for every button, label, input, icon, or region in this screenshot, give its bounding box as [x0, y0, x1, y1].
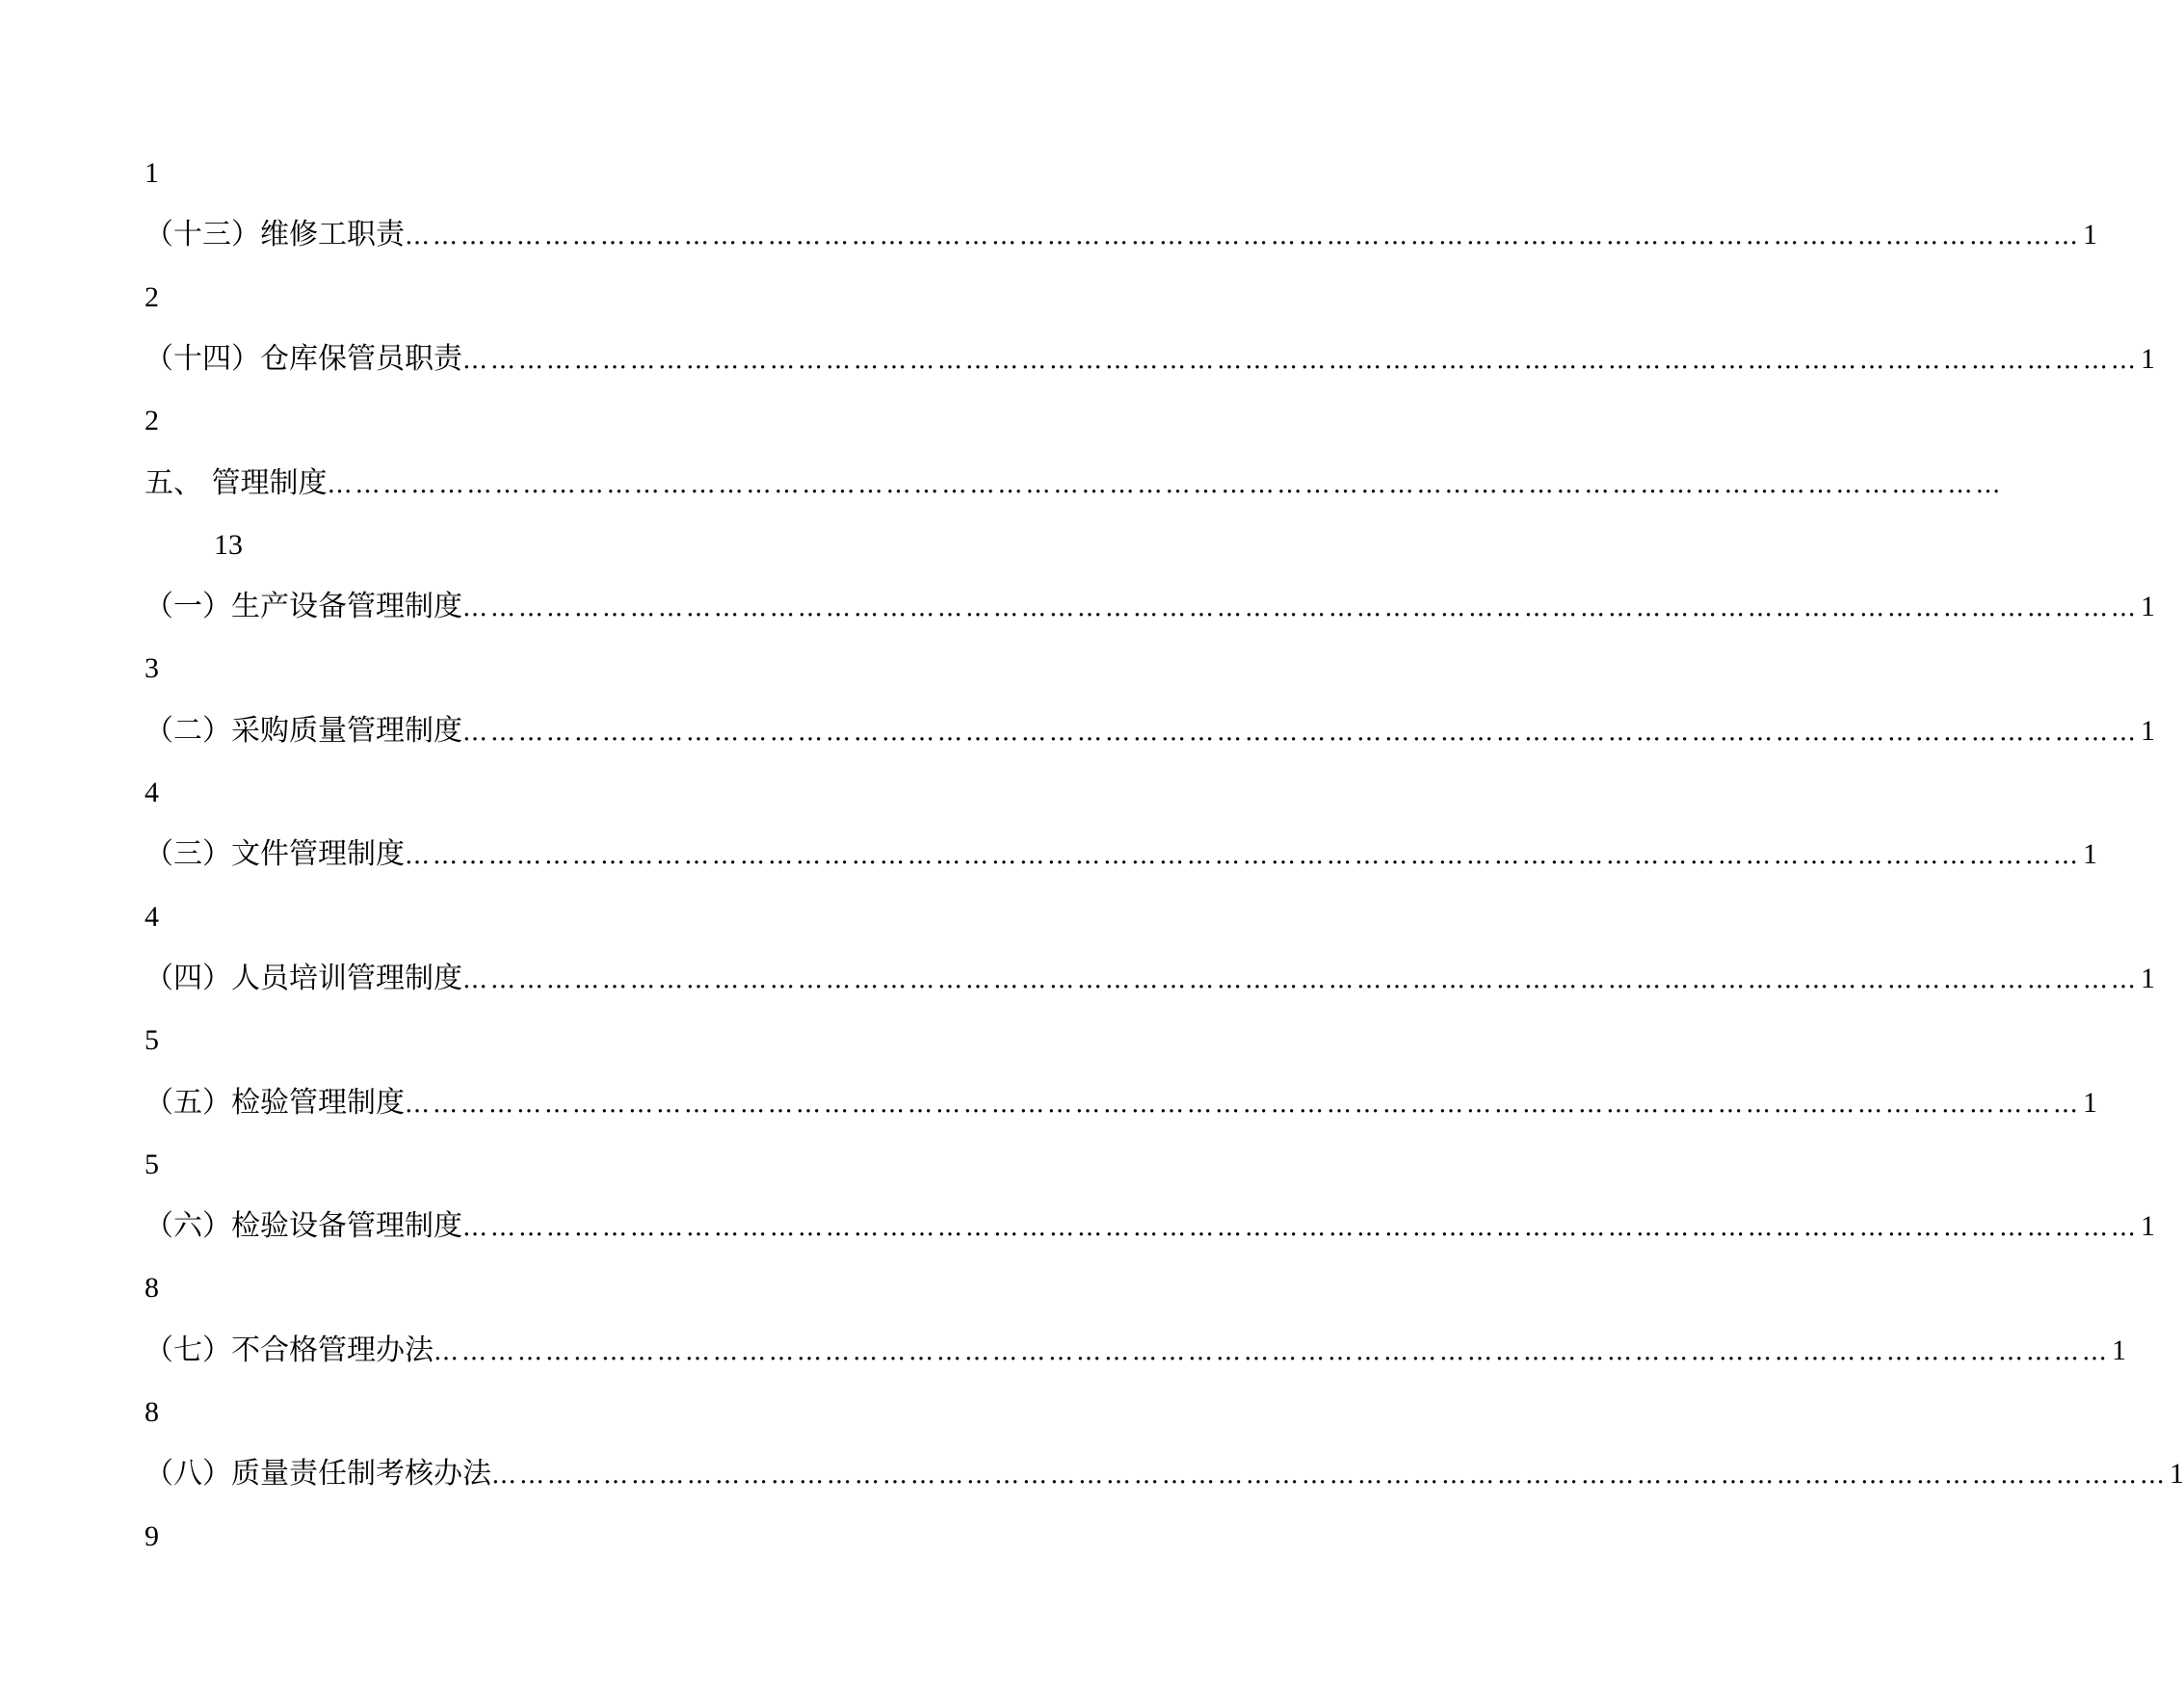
- toc-entry: [145, 216, 2097, 254]
- toc-page-number-continuation: 3: [145, 652, 159, 684]
- toc-entry-title: （十三）维修工职责: [145, 218, 405, 251]
- toc-entry-title: （十四）仓库保管员职责: [145, 342, 462, 376]
- toc-entry-page: 1: [2141, 343, 2155, 375]
- toc-entry-page: 1: [2112, 1334, 2126, 1366]
- toc-page-number-continuation: 5: [145, 1024, 159, 1056]
- toc-entry-page: 1: [2141, 963, 2155, 994]
- toc-page-number-continuation: 9: [145, 1520, 159, 1552]
- toc-entry-title: （五）检验管理制度: [145, 1086, 405, 1120]
- toc-page-number-continuation: 4: [145, 777, 159, 808]
- toc-entry-page: 1: [2141, 591, 2155, 622]
- dot-leader: ………………………………………………………………………………………………………………………………………………………………: [462, 965, 2139, 994]
- toc-entry: [145, 1207, 2155, 1246]
- toc-entry: [145, 464, 2004, 503]
- dot-leader: ………………………………………………………………………………………………………………………………………………………………: [462, 346, 2139, 375]
- dot-leader: ………………………………………………………………………………………………………………………………………………………………: [491, 1461, 2168, 1490]
- dot-leader: ………………………………………………………………………………………………………………………………………………………………: [405, 1090, 2081, 1119]
- toc-entry-page: 1: [2170, 1458, 2184, 1490]
- toc-page-number-continuation: 2: [145, 281, 159, 313]
- toc-entry-title: （六）检验设备管理制度: [145, 1209, 462, 1243]
- toc-entry-title: （七）不合格管理办法: [145, 1334, 434, 1367]
- toc-entry: [145, 1084, 2097, 1122]
- toc-entry: [145, 835, 2097, 874]
- dot-leader: ………………………………………………………………………………………………………………………………………………………………: [434, 1337, 2110, 1366]
- toc-entry-title: （二）采购质量管理制度: [145, 714, 462, 748]
- toc-page-number-continuation: 4: [145, 901, 159, 933]
- toc-page-number-continuation: 8: [145, 1396, 159, 1428]
- toc-entry-page: 1: [2141, 1210, 2155, 1242]
- toc-entry: [145, 588, 2155, 626]
- toc-page-number-continuation: 1: [145, 157, 159, 189]
- toc-entry: [145, 712, 2155, 751]
- toc-entry-page: 1: [2083, 838, 2097, 870]
- toc-entry: [145, 1332, 2126, 1370]
- toc-entry: [145, 1455, 2184, 1493]
- toc-entry: [145, 340, 2155, 379]
- toc-page-number-continuation: 5: [145, 1149, 159, 1180]
- dot-leader: ………………………………………………………………………………………………………………………………………………………………: [462, 594, 2139, 622]
- toc-entry-title: （四）人员培训管理制度: [145, 962, 462, 995]
- toc-entry-page: 1: [2141, 715, 2155, 747]
- dot-leader: ………………………………………………………………………………………………………………………………………………………………: [462, 1213, 2139, 1242]
- toc-entry-title: （一）生产设备管理制度: [145, 590, 462, 623]
- dot-leader: ………………………………………………………………………………………………………………………………………………………………: [327, 470, 2004, 499]
- dot-leader: ………………………………………………………………………………………………………………………………………………………………: [462, 718, 2139, 747]
- toc-entry-title: （八）质量责任制考核办法: [145, 1457, 491, 1491]
- toc-page-number-continuation: 13: [214, 529, 243, 561]
- toc-entry: [145, 960, 2155, 998]
- dot-leader: ………………………………………………………………………………………………………………………………………………………………: [405, 841, 2081, 870]
- toc-entry-title: （三）文件管理制度: [145, 837, 405, 871]
- dot-leader: ………………………………………………………………………………………………………………………………………………………………: [405, 222, 2081, 251]
- toc-entry-page: 1: [2083, 1087, 2097, 1119]
- toc-page-number-continuation: 2: [145, 405, 159, 436]
- toc-entry-page: 1: [2083, 219, 2097, 251]
- toc-page-number-continuation: 8: [145, 1272, 159, 1304]
- toc-entry-title: 五、 管理制度: [145, 466, 328, 500]
